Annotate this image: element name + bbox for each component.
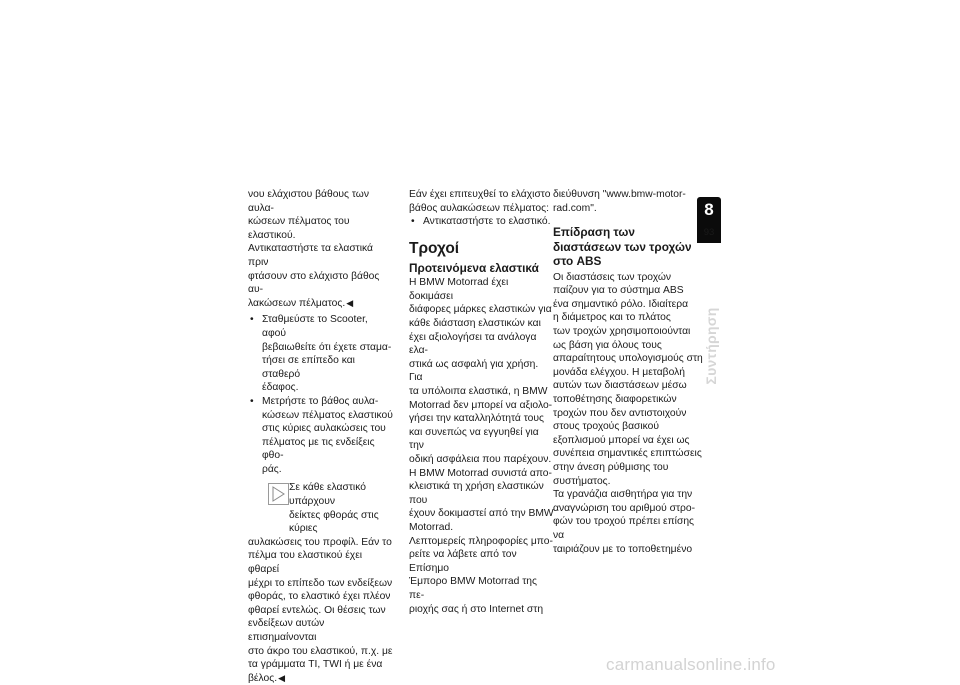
end-marker-icon: ◀	[346, 297, 354, 308]
column-left	[248, 188, 393, 685]
section-heading-wheels: Τροχοί	[409, 239, 460, 257]
note-lead: Σε κάθε ελαστικό υπάρχουν δείκτες φθοράς στις κύριες	[289, 482, 379, 535]
chapter-title: Συντήρηση	[703, 307, 719, 385]
wear-indicator-note	[248, 481, 393, 685]
min-depth-text: Εάν έχει επιτευχθεί το ελάχιστο βάθος αυλακώσεων πέλματος:	[409, 189, 551, 214]
watermark: carmanualsonline.info	[606, 655, 776, 674]
list-item: • Αντικαταστήστε το ελαστικό.	[411, 216, 551, 228]
chapter-number: 8	[704, 200, 714, 219]
bullet-icon: •	[250, 314, 254, 326]
subheading-wheel-size-abs: Επίδραση των διαστάσεων των τροχών στο ABS	[553, 225, 692, 269]
column-middle	[409, 188, 554, 616]
website-address: διεύθυνση "www.bmw-motor- rad.com".	[553, 189, 686, 214]
warning-triangle-icon	[268, 483, 289, 505]
list-item: • Μετρήστε το βάθος αυλα- κώσεων πέλματος ελαστικού στις κύριες αυλακώσεις του πέλματος με τις ενδείξεις φθο- ράς.	[250, 395, 393, 475]
note-body: αυλακώσεις του προφίλ. Εάν το πέλμα του ελαστικού έχει φθαρεί μέχρι το επίπεδο των ενδείξεων φθοράς, το ελαστικό έχει πλέον φθαρεί εντελώς. Οι θέσεις των ενδείξεων αυτών επισημαίνονται στο άκρο του ελαστικού, π.χ. με τα γράμματα TI, TWI ή με ένα βέλος.◀	[248, 536, 393, 684]
instruction-list	[248, 313, 393, 476]
tread-depth-intro: νου ελάχιστου βάθους των αυλα- κώσεων πέλματος του ελαστικού. Αντικαταστήστε τα ελαστικά πριν φτάσουν στο ελάχιστο βάθος αυ- λακώσεων πέλματος.◀	[248, 189, 380, 309]
end-marker-icon: ◀	[278, 672, 285, 683]
column-right	[553, 188, 703, 556]
bullet-icon: •	[411, 216, 415, 228]
bullet-icon: •	[250, 395, 254, 407]
page-number: 93	[703, 227, 715, 238]
recommended-tires-body: Η BMW Motorrad έχει δοκιμάσει διάφορες μάρκες ελαστικών για κάθε διάσταση ελαστικών και έχει αξιολογήσει τα ανάλογα ελα- στικά ως ασφαλή για χρήση. Για τα υπόλοιπα ελαστικά, η BMW Motorrad δεν μπορεί να αξιολο- γήσει την καταλληλότητά τους και συνεπώς να εγγυηθεί για την οδική ασφάλεια που παρέχουν. Η BMW Motorrad συνιστά απο- κλειστικά τη χρήση ελαστικών που έχουν δοκιμαστεί από την BMW Motorrad. Λεπτομερείς πληροφορίες μπο- ρείτε να λάβετε από τον Επίσημο Έμπορο BMW Motorrad της πε- ριοχής σας ή στο Internet στη	[409, 277, 554, 615]
subheading-recommended-tires: Προτεινόμενα ελαστικά	[409, 260, 539, 275]
list-item: • Σταθμεύστε το Scooter, αφού βεβαιωθείτε ότι έχετε σταμα- τήσει σε επίπεδο και σταθερό έδαφος.	[250, 314, 392, 394]
wheel-size-abs-body: Οι διαστάσεις των τροχών παίζουν για το σύστημα ABS ένα σημαντικό ρόλο. Ιδιαίτερα η διάμετρος και το πλάτος των τροχών χρησιμοποιούνται ως βάση για όλους τους απαραίτητους υπολογισμούς στη μονάδα ελέγχου. Η μεταβολή αυτών των διαστάσεων μέσω τοποθέτησης διαφορετικών τροχών που δεν αντιστοιχούν στους τροχούς βασικού εξοπλισμού μπορεί να έχει ως συνέπεια σημαντικές επιπτώσεις στην άνεση ρύθμισης του συστήματος. Τα γρανάζια αισθητήρα για την αναγνώριση του αριθμού στρο- φών του τροχού πρέπει επίσης να ταιριάζουν με το τοποθετημένο	[553, 271, 703, 555]
